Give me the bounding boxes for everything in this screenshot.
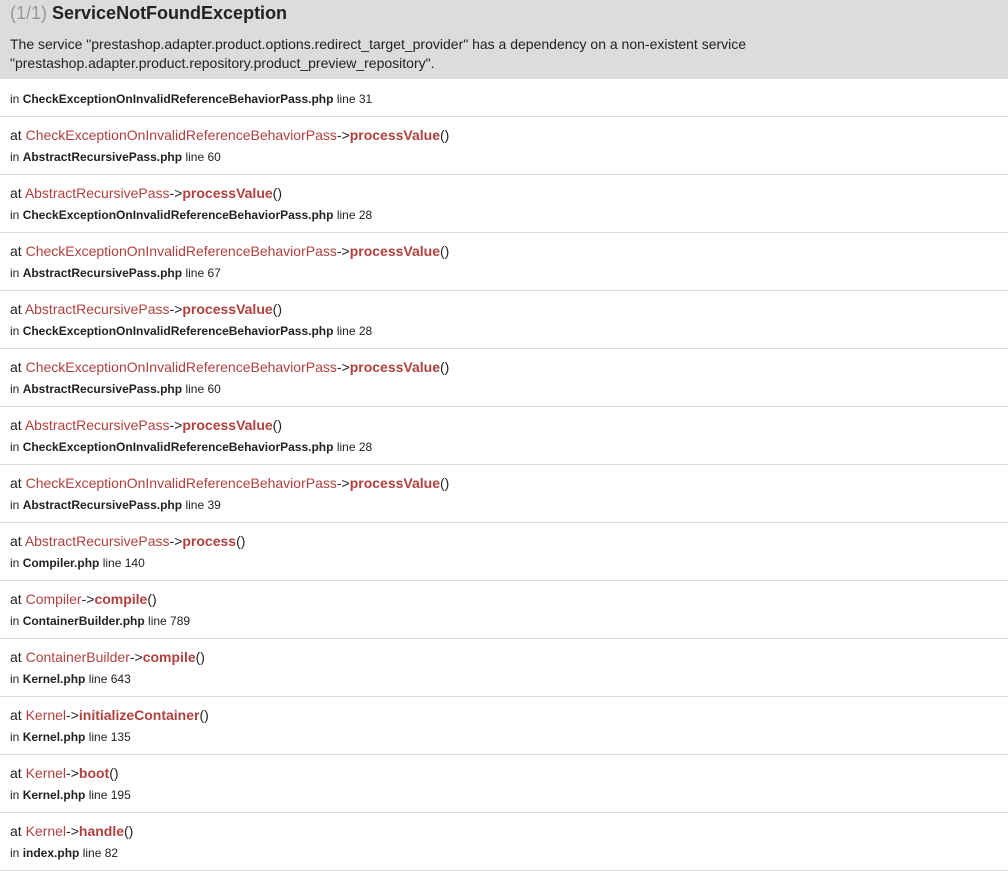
origin-file: CheckExceptionOnInvalidReferenceBehaviorPass.php bbox=[22, 92, 334, 106]
at-word: at bbox=[10, 359, 22, 375]
trace-frame bbox=[0, 291, 1008, 349]
frame-file: CheckExceptionOnInvalidReferenceBehaviorPass.php bbox=[22, 208, 334, 222]
call-parens: () bbox=[124, 823, 134, 839]
frame-class: Kernel bbox=[25, 765, 67, 781]
call-arrow: -> bbox=[66, 765, 79, 781]
trace-frame bbox=[0, 465, 1008, 523]
frame-location bbox=[10, 554, 998, 572]
trace-origin bbox=[0, 79, 1008, 117]
in-word: in bbox=[10, 266, 20, 280]
trace-frame bbox=[0, 175, 1008, 233]
in-word: in bbox=[10, 730, 20, 744]
trace-frame bbox=[0, 349, 1008, 407]
exception-title bbox=[10, 2, 998, 24]
frame-location bbox=[10, 148, 998, 166]
call-parens: () bbox=[439, 127, 450, 143]
frame-call bbox=[10, 822, 998, 840]
frame-file: AbstractRecursivePass.php bbox=[22, 498, 183, 512]
frame-file: AbstractRecursivePass.php bbox=[22, 266, 183, 280]
frame-method: processValue bbox=[182, 417, 273, 433]
frame-file: CheckExceptionOnInvalidReferenceBehaviorPass.php bbox=[22, 440, 334, 454]
stack-trace bbox=[0, 79, 1008, 871]
frame-method: compile bbox=[94, 591, 148, 607]
frame-call bbox=[10, 648, 998, 666]
frame-call bbox=[10, 706, 998, 724]
frame-location bbox=[10, 496, 998, 514]
call-arrow: -> bbox=[66, 823, 79, 839]
frame-file: ContainerBuilder.php bbox=[22, 614, 145, 628]
frame-class: AbstractRecursivePass bbox=[24, 301, 170, 317]
frame-file: CheckExceptionOnInvalidReferenceBehaviorPass.php bbox=[22, 324, 334, 338]
call-parens: () bbox=[439, 243, 450, 259]
frame-location bbox=[10, 322, 998, 340]
frame-call bbox=[10, 358, 998, 376]
trace-frames bbox=[0, 117, 1008, 871]
frame-method: boot bbox=[78, 765, 110, 781]
call-parens: () bbox=[272, 301, 282, 317]
in-word: in bbox=[10, 788, 20, 802]
in-word: in bbox=[10, 150, 20, 164]
in-word: in bbox=[10, 382, 20, 396]
call-arrow: -> bbox=[336, 127, 350, 143]
trace-frame bbox=[0, 117, 1008, 175]
frame-location bbox=[10, 264, 998, 282]
frame-line: line 60 bbox=[185, 150, 221, 164]
call-parens: () bbox=[109, 765, 119, 781]
frame-class: AbstractRecursivePass bbox=[24, 417, 170, 433]
origin-location bbox=[10, 90, 998, 108]
in-word: in bbox=[10, 846, 20, 860]
call-arrow: -> bbox=[66, 707, 79, 723]
frame-class: CheckExceptionOnInvalidReferenceBehaviorPass bbox=[25, 243, 337, 259]
in-word: in bbox=[10, 208, 20, 222]
trace-frame bbox=[0, 697, 1008, 755]
frame-line: line 28 bbox=[336, 440, 373, 454]
frame-call bbox=[10, 764, 998, 782]
call-parens: () bbox=[439, 359, 450, 375]
frame-class: CheckExceptionOnInvalidReferenceBehaviorPass bbox=[25, 127, 337, 143]
in-word: in bbox=[10, 92, 20, 106]
call-arrow: -> bbox=[336, 475, 350, 491]
at-word: at bbox=[10, 475, 22, 491]
at-word: at bbox=[10, 243, 22, 259]
frame-class: Compiler bbox=[25, 591, 82, 607]
frame-class: Kernel bbox=[25, 707, 67, 723]
trace-frame bbox=[0, 581, 1008, 639]
trace-frame bbox=[0, 523, 1008, 581]
call-parens: () bbox=[236, 533, 246, 549]
call-parens: () bbox=[195, 649, 205, 665]
frame-line: line 789 bbox=[148, 614, 191, 628]
call-arrow: -> bbox=[81, 591, 95, 607]
frame-location bbox=[10, 438, 998, 456]
frame-file: Compiler.php bbox=[22, 556, 100, 570]
at-word: at bbox=[10, 417, 22, 433]
at-word: at bbox=[10, 707, 22, 723]
at-word: at bbox=[10, 765, 22, 781]
frame-method: handle bbox=[78, 823, 125, 839]
frame-line: line 60 bbox=[185, 382, 221, 396]
exception-count: (1/1) bbox=[10, 3, 48, 23]
trace-frame bbox=[0, 407, 1008, 465]
frame-class: AbstractRecursivePass bbox=[24, 185, 170, 201]
call-parens: () bbox=[439, 475, 450, 491]
exception-name: ServiceNotFoundException bbox=[52, 3, 288, 23]
call-parens: () bbox=[272, 185, 282, 201]
frame-call bbox=[10, 590, 998, 608]
at-word: at bbox=[10, 127, 22, 143]
frame-location bbox=[10, 670, 998, 688]
trace-frame bbox=[0, 233, 1008, 291]
frame-call bbox=[10, 184, 998, 202]
frame-file: AbstractRecursivePass.php bbox=[22, 382, 183, 396]
frame-call bbox=[10, 300, 998, 318]
frame-line: line 195 bbox=[88, 788, 131, 802]
frame-call bbox=[10, 242, 998, 260]
at-word: at bbox=[10, 533, 22, 549]
frame-call bbox=[10, 532, 998, 550]
frame-line: line 67 bbox=[185, 266, 221, 280]
frame-method: compile bbox=[142, 649, 196, 665]
frame-line: line 140 bbox=[102, 556, 145, 570]
at-word: at bbox=[10, 823, 22, 839]
call-parens: () bbox=[272, 417, 282, 433]
at-word: at bbox=[10, 649, 22, 665]
frame-method: process bbox=[182, 533, 237, 549]
trace-frame bbox=[0, 639, 1008, 697]
call-arrow: -> bbox=[169, 417, 183, 433]
frame-file: Kernel.php bbox=[22, 672, 86, 686]
frame-location bbox=[10, 786, 998, 804]
frame-method: initializeContainer bbox=[78, 707, 200, 723]
frame-class: CheckExceptionOnInvalidReferenceBehaviorPass bbox=[25, 359, 337, 375]
exception-header bbox=[0, 0, 1008, 79]
origin-line: line 31 bbox=[336, 92, 373, 106]
frame-method: processValue bbox=[349, 243, 440, 259]
frame-line: line 135 bbox=[88, 730, 131, 744]
frame-call bbox=[10, 126, 998, 144]
call-arrow: -> bbox=[169, 301, 183, 317]
frame-class: ContainerBuilder bbox=[25, 649, 130, 665]
call-parens: () bbox=[147, 591, 157, 607]
call-arrow: -> bbox=[169, 185, 183, 201]
in-word: in bbox=[10, 614, 20, 628]
call-arrow: -> bbox=[129, 649, 143, 665]
frame-line: line 28 bbox=[336, 324, 373, 338]
frame-location bbox=[10, 728, 998, 746]
call-arrow: -> bbox=[336, 359, 350, 375]
call-arrow: -> bbox=[336, 243, 350, 259]
in-word: in bbox=[10, 498, 20, 512]
at-word: at bbox=[10, 185, 22, 201]
frame-class: AbstractRecursivePass bbox=[24, 533, 170, 549]
frame-class: Kernel bbox=[25, 823, 67, 839]
frame-location bbox=[10, 844, 998, 862]
frame-call bbox=[10, 416, 998, 434]
frame-method: processValue bbox=[182, 301, 273, 317]
frame-method: processValue bbox=[349, 475, 440, 491]
in-word: in bbox=[10, 556, 20, 570]
frame-location bbox=[10, 380, 998, 398]
frame-method: processValue bbox=[182, 185, 273, 201]
frame-line: line 39 bbox=[185, 498, 221, 512]
frame-file: Kernel.php bbox=[22, 788, 86, 802]
trace-frame bbox=[0, 755, 1008, 813]
at-word: at bbox=[10, 591, 22, 607]
frame-method: processValue bbox=[349, 359, 440, 375]
frame-line: line 82 bbox=[82, 846, 119, 860]
frame-call bbox=[10, 474, 998, 492]
call-arrow: -> bbox=[169, 533, 183, 549]
frame-location bbox=[10, 612, 998, 630]
exception-message: The service "prestashop.adapter.product.options.redirect_target_provider" has a dependency on a non-existent service "prestashop.adapter.product.repository.product_preview_repository". bbox=[10, 36, 747, 71]
in-word: in bbox=[10, 672, 20, 686]
in-word: in bbox=[10, 440, 20, 454]
frame-file: AbstractRecursivePass.php bbox=[22, 150, 183, 164]
frame-file: index.php bbox=[22, 846, 80, 860]
frame-method: processValue bbox=[349, 127, 440, 143]
frame-location bbox=[10, 206, 998, 224]
in-word: in bbox=[10, 324, 20, 338]
at-word: at bbox=[10, 301, 22, 317]
trace-frame bbox=[0, 813, 1008, 871]
frame-line: line 28 bbox=[336, 208, 373, 222]
frame-line: line 643 bbox=[88, 672, 131, 686]
frame-file: Kernel.php bbox=[22, 730, 86, 744]
frame-class: CheckExceptionOnInvalidReferenceBehaviorPass bbox=[25, 475, 337, 491]
call-parens: () bbox=[199, 707, 209, 723]
